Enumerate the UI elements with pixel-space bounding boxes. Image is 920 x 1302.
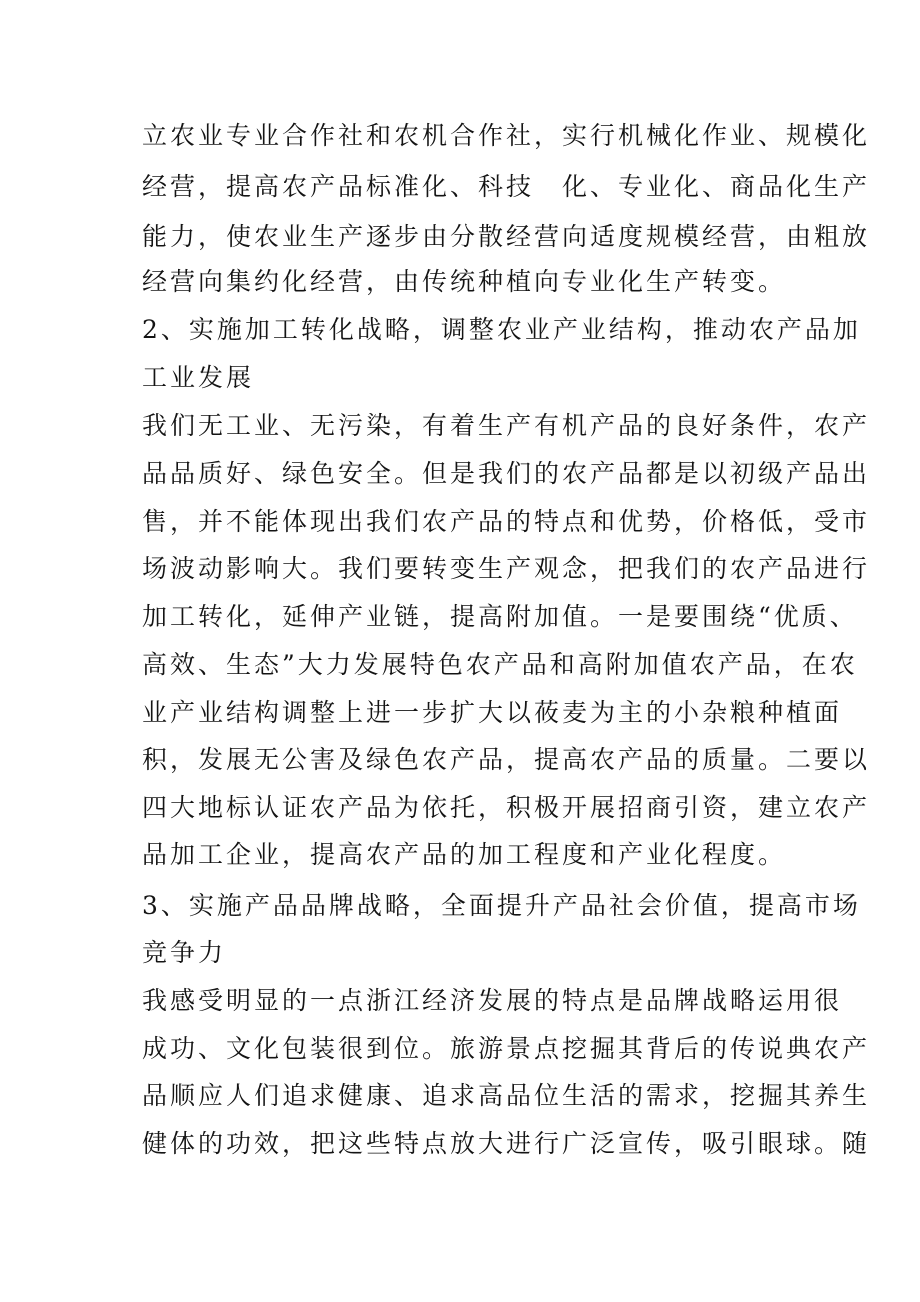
text-line: 健体的功效，把这些特点放大进行广泛宣传，吸引眼球。随	[142, 1129, 871, 1158]
text-line: 立农业专业合作社和农机合作社，实行机械化作业、规模化	[142, 121, 871, 150]
text-line: 我感受明显的一点浙江经济发展的特点是品牌战略运用很	[142, 986, 843, 1015]
text-line: 场波动影响大。我们要转变生产观念，把我们的农产品进行	[142, 554, 871, 583]
text-line: 业产业结构调整上进一步扩大以莜麦为主的小杂粮种植面	[142, 698, 843, 727]
text-line: 成功、文化包装很到位。旅游景点挖掘其背后的传说典农产	[142, 1034, 871, 1063]
section-heading-line: 2、实施加工转化战略，调整农业产业结构，推动农产品加	[142, 315, 861, 344]
text-line: 品顺应人们追求健康、追求高品位生活的需求，挖掘其养生	[142, 1081, 871, 1110]
text-line: 四大地标认证农产品为依托，积极开展招商引资，建立农产	[142, 793, 871, 822]
section-heading-line: 竞争力	[142, 938, 227, 967]
text-line: 我们无工业、无污染，有着生产有机产品的良好条件，农产	[142, 411, 871, 440]
text-line: 经营向集约化经营，由传统种植向专业化生产转变。	[142, 267, 787, 296]
text-line: 品加工企业，提高农产品的加工程度和产业化程度。	[142, 840, 787, 869]
text-line: 能力，使农业生产逐步由分散经营向适度规模经营，由粗放	[142, 222, 871, 251]
text-line: 售，并不能体现出我们农产品的特点和优势，价格低，受市	[142, 507, 871, 536]
text-line: 经营，提高农产品标准化、科技 化、专业化、商品化生产	[142, 172, 871, 201]
text-line: 积，发展无公害及绿色农产品，提高农产品的质量。二要以	[142, 745, 871, 774]
section-heading-line: 3、实施产品品牌战略，全面提升产品社会价值，提高市场	[142, 891, 861, 920]
text-line: 品品质好、绿色安全。但是我们的农产品都是以初级产品出	[142, 459, 871, 488]
text-line: 高效、生态”大力发展特色农产品和高附加值农产品，在农	[142, 650, 858, 679]
text-line: 加工转化，延伸产业链，提高附加值。一是要围绕“优质、	[142, 602, 858, 631]
section-heading-line: 工业发展	[142, 363, 255, 392]
